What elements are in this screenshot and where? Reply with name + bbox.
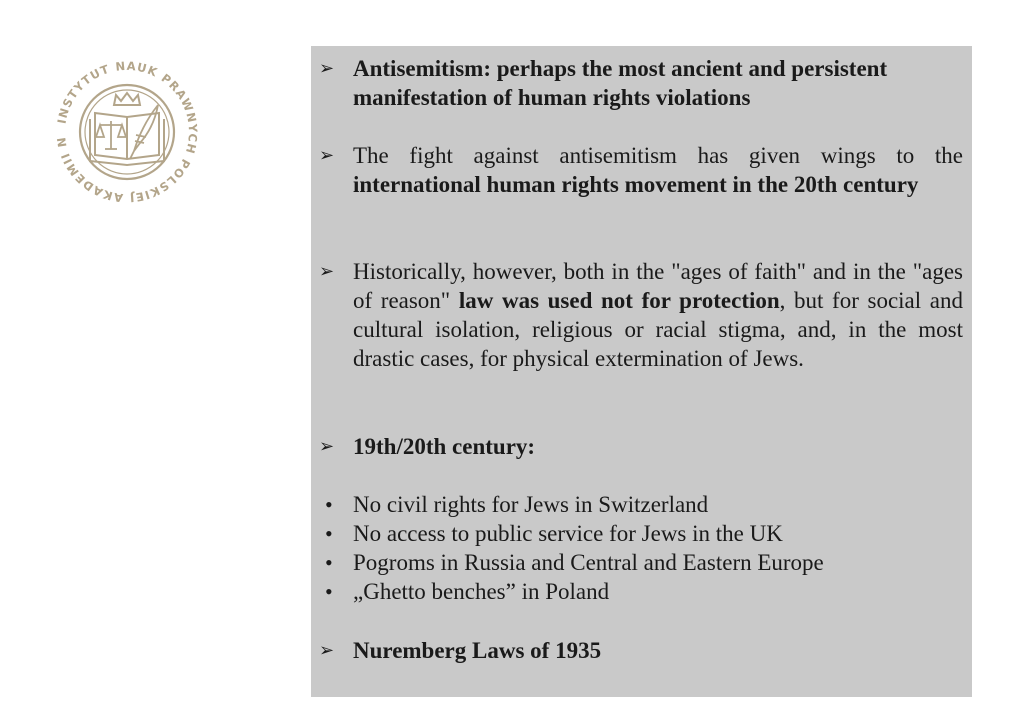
item-3-text-cont: , but for social and cultural isolation, religious or racial stigma, and, in the most drastic cases, for physical extermination of Jews. [353, 288, 963, 371]
item-4-bold: 19th/20th century: [353, 434, 536, 459]
arrow-bullet-icon: ➢ [319, 640, 335, 660]
crown-icon [114, 93, 140, 105]
item-3-text: Historically, however, both in the "ages of faith" and in the "ages of reason" [353, 259, 963, 313]
bullet-item-4 [319, 432, 964, 461]
seal-graphic [50, 55, 204, 209]
item-3-bold: law was used not for protection [458, 288, 780, 313]
list-item: • Pogroms in Russia and Central and Eastern Europe [319, 548, 964, 577]
item-1-line-1: Antisemitism: perhaps the most ancient and persistent [353, 56, 888, 81]
dot-bullet-icon: • [325, 579, 333, 604]
arrow-bullet-icon: ➢ [319, 261, 335, 281]
scales-icon [96, 121, 126, 149]
bullet-item-3 [319, 257, 964, 373]
bullet-item-5 [319, 636, 964, 665]
item-1-line-2: manifestation of human rights violations [353, 85, 751, 110]
arrow-bullet-icon: ➢ [319, 436, 335, 456]
list-item: • No civil rights for Jews in Switzerland [319, 490, 964, 519]
dot-bullet-icon: • [325, 521, 333, 546]
arrow-bullet-icon: ➢ [319, 145, 335, 165]
dot-bullet-icon: • [325, 550, 333, 575]
seal-ring-text: INSTYTUT NAUK PRAWNYCH POLSKIEJ AKADEMII N [53, 58, 201, 206]
list-item: • No access to public service for Jews in the UK [319, 519, 964, 548]
dot-bullet-icon: • [325, 492, 333, 517]
bullet-item-1 [319, 54, 964, 112]
content-panel [311, 46, 972, 697]
item-5-bold: Nuremberg Laws of 1935 [353, 638, 602, 663]
item-2-bold: international human rights movement in the 20th century [353, 172, 919, 197]
item-2-text: The fight against antisemitism has given wings to the [353, 143, 963, 168]
institute-seal-logo [50, 55, 204, 209]
list-item: • „Ghetto benches” in Poland [319, 577, 964, 606]
arrow-bullet-icon: ➢ [319, 58, 335, 78]
bullet-item-2 [319, 141, 964, 199]
